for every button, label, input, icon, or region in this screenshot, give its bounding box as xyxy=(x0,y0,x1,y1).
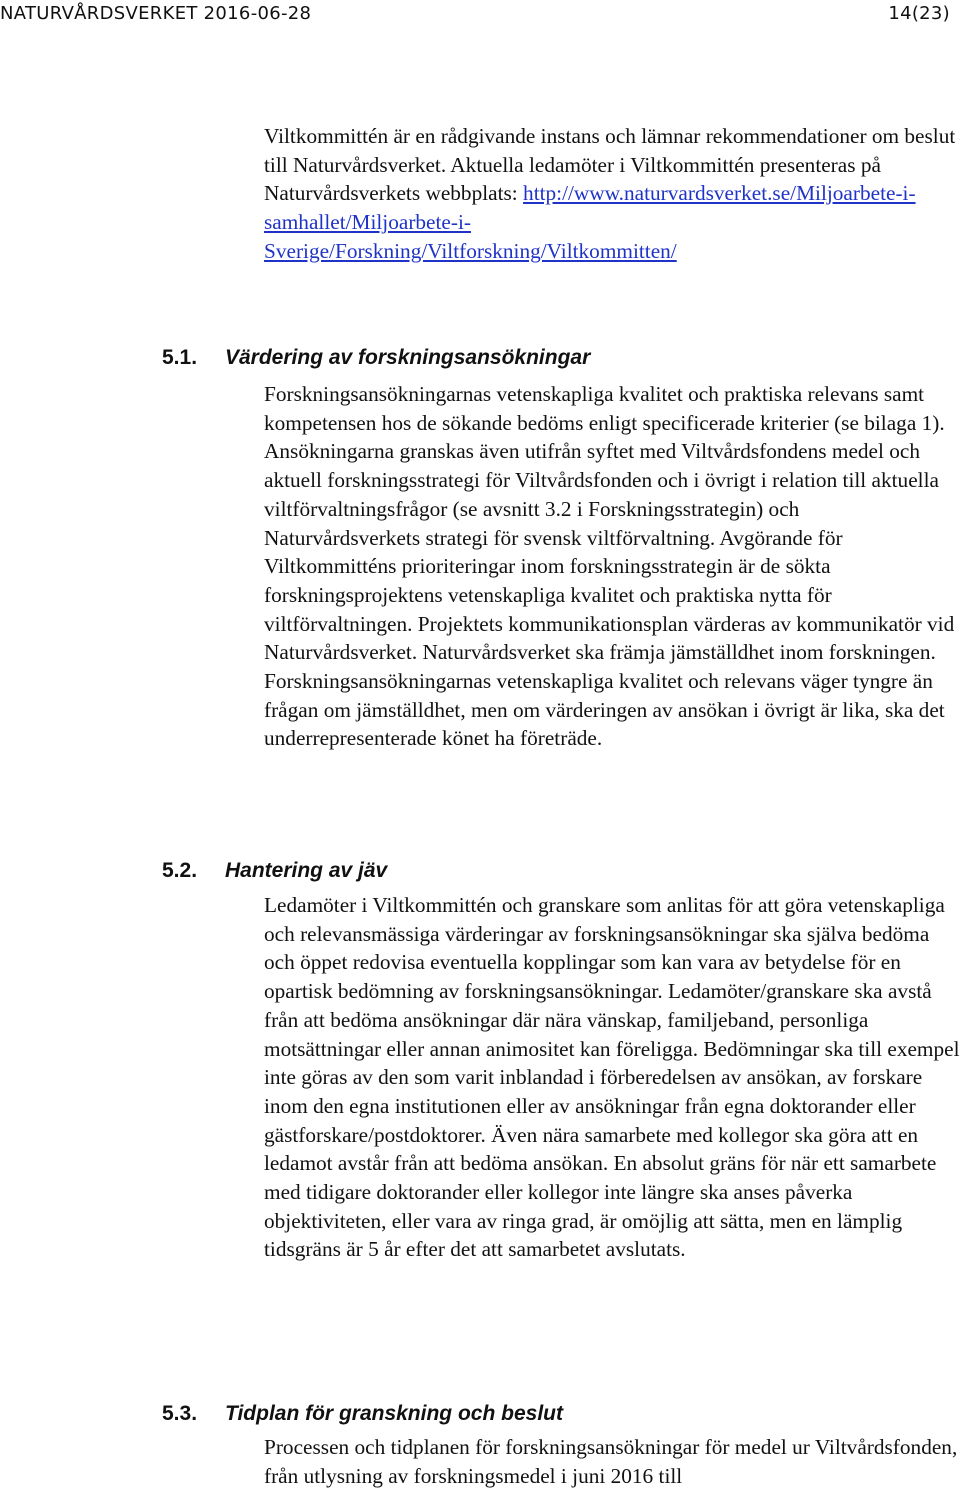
section-number: 5.1. xyxy=(162,346,198,369)
section-5-3-body xyxy=(264,1433,960,1490)
page-number: 14(23) xyxy=(888,3,950,24)
header-organization-date: NATURVÅRDSVERKET 2016-06-28 xyxy=(0,3,312,24)
section-paragraph: Processen och tidplanen för forskningsansökningar för medel ur Viltvårdsfonden, från utlysning av forskningsmedel i juni 2016 till xyxy=(264,1435,958,1488)
section-5-1-body xyxy=(264,380,960,753)
section-heading-5-3 xyxy=(162,1401,563,1427)
intro-paragraph xyxy=(264,122,960,266)
section-paragraph: Forskningsansökningarnas vetenskapliga kvalitet och praktiska relevans samt kompetensen hos de sökande bedöms enligt specificerade kriterier (se bilaga 1). Ansökningarna granskas även utifrån syftet med Viltvårdsfondens medel och aktuell forskningsstrategi för Viltvårdsfonden och i övrigt i relation till aktuella viltförvaltningsfrågor (se avsnitt 3.2 i Forskningsstrategin) och Naturvårdsverkets strategi för svensk viltförvaltning. Avgörande för Viltkommitténs prioriteringar inom forskningsstrategin är de sökta forskningsprojektens vetenskapliga kvalitet och praktiska nytta för viltförvaltningen. Projektets kommunikationsplan värderas av kommunikatör vid Naturvårdsverket. Naturvårdsverket ska främja jämställdhet inom forskningen. Forskningsansökningarnas vetenskapliga kvalitet och relevans väger tyngre än frågan om jämställdhet, men om värderingen av ansökan i övrigt är lika, ska det underrepresenterade könet ha företräde. xyxy=(264,382,955,751)
section-number: 5.2. xyxy=(162,859,198,882)
page-header xyxy=(0,3,950,29)
link-line-3[interactable]: Sverige/Forskning/Viltforskning/Viltkommitten/ xyxy=(264,238,677,263)
section-title: Tidplan för granskning och beslut xyxy=(225,1402,563,1425)
link-line-1[interactable]: http://www.naturvardsverket.se/Miljoarbete-i- xyxy=(523,181,916,206)
intro-text: Viltkommittén är en rådgivande instans och lämnar rekommendationer om beslut till Naturvårdsverket. Aktuella ledamöter i Viltkommittén presenteras på Naturvårdsverkets webbplats: xyxy=(264,124,956,206)
section-heading-5-2 xyxy=(162,858,387,884)
section-title: Värdering av forskningsansökningar xyxy=(225,346,591,369)
section-heading-5-1 xyxy=(162,345,590,371)
section-title: Hantering av jäv xyxy=(225,859,388,882)
link-line-2[interactable]: samhallet/Miljoarbete-i- xyxy=(264,210,471,235)
section-paragraph: Ledamöter i Viltkommittén och granskare som anlitas för att göra vetenskapliga och relevansmässiga värderingar av forskningsansökningar ska själva bedöma och öppet redovisa eventuella kopplingar som kan vara av betydelse för en opartisk bedömning av forskningsansökningar. Ledamöter/granskare ska avstå från att bedöma ansökningar där nära vänskap, familjeband, personliga motsättningar eller annan animositet kan föreligga. Bedömningar ska till exempel inte göras av den som varit inblandad i förberedelsen av ansökan, av forskare inom den egna institutionen eller av ansökningar från egna doktorander eller gästforskare/postdoktorer. Även nära samarbete med kollegor ska göra att en ledamot avstår från att bedöma ansökan. En absolut gräns för när ett samarbete med tidigare doktorander eller kollegor inte längre ska anses påverka objektiviteten, eller vara av ringa grad, är omöjlig att sätta, men en lämplig tidsgräns är 5 år efter det att samarbetet avslutats. xyxy=(264,893,960,1262)
section-number: 5.3. xyxy=(162,1402,198,1425)
section-5-2-body xyxy=(264,891,960,1264)
